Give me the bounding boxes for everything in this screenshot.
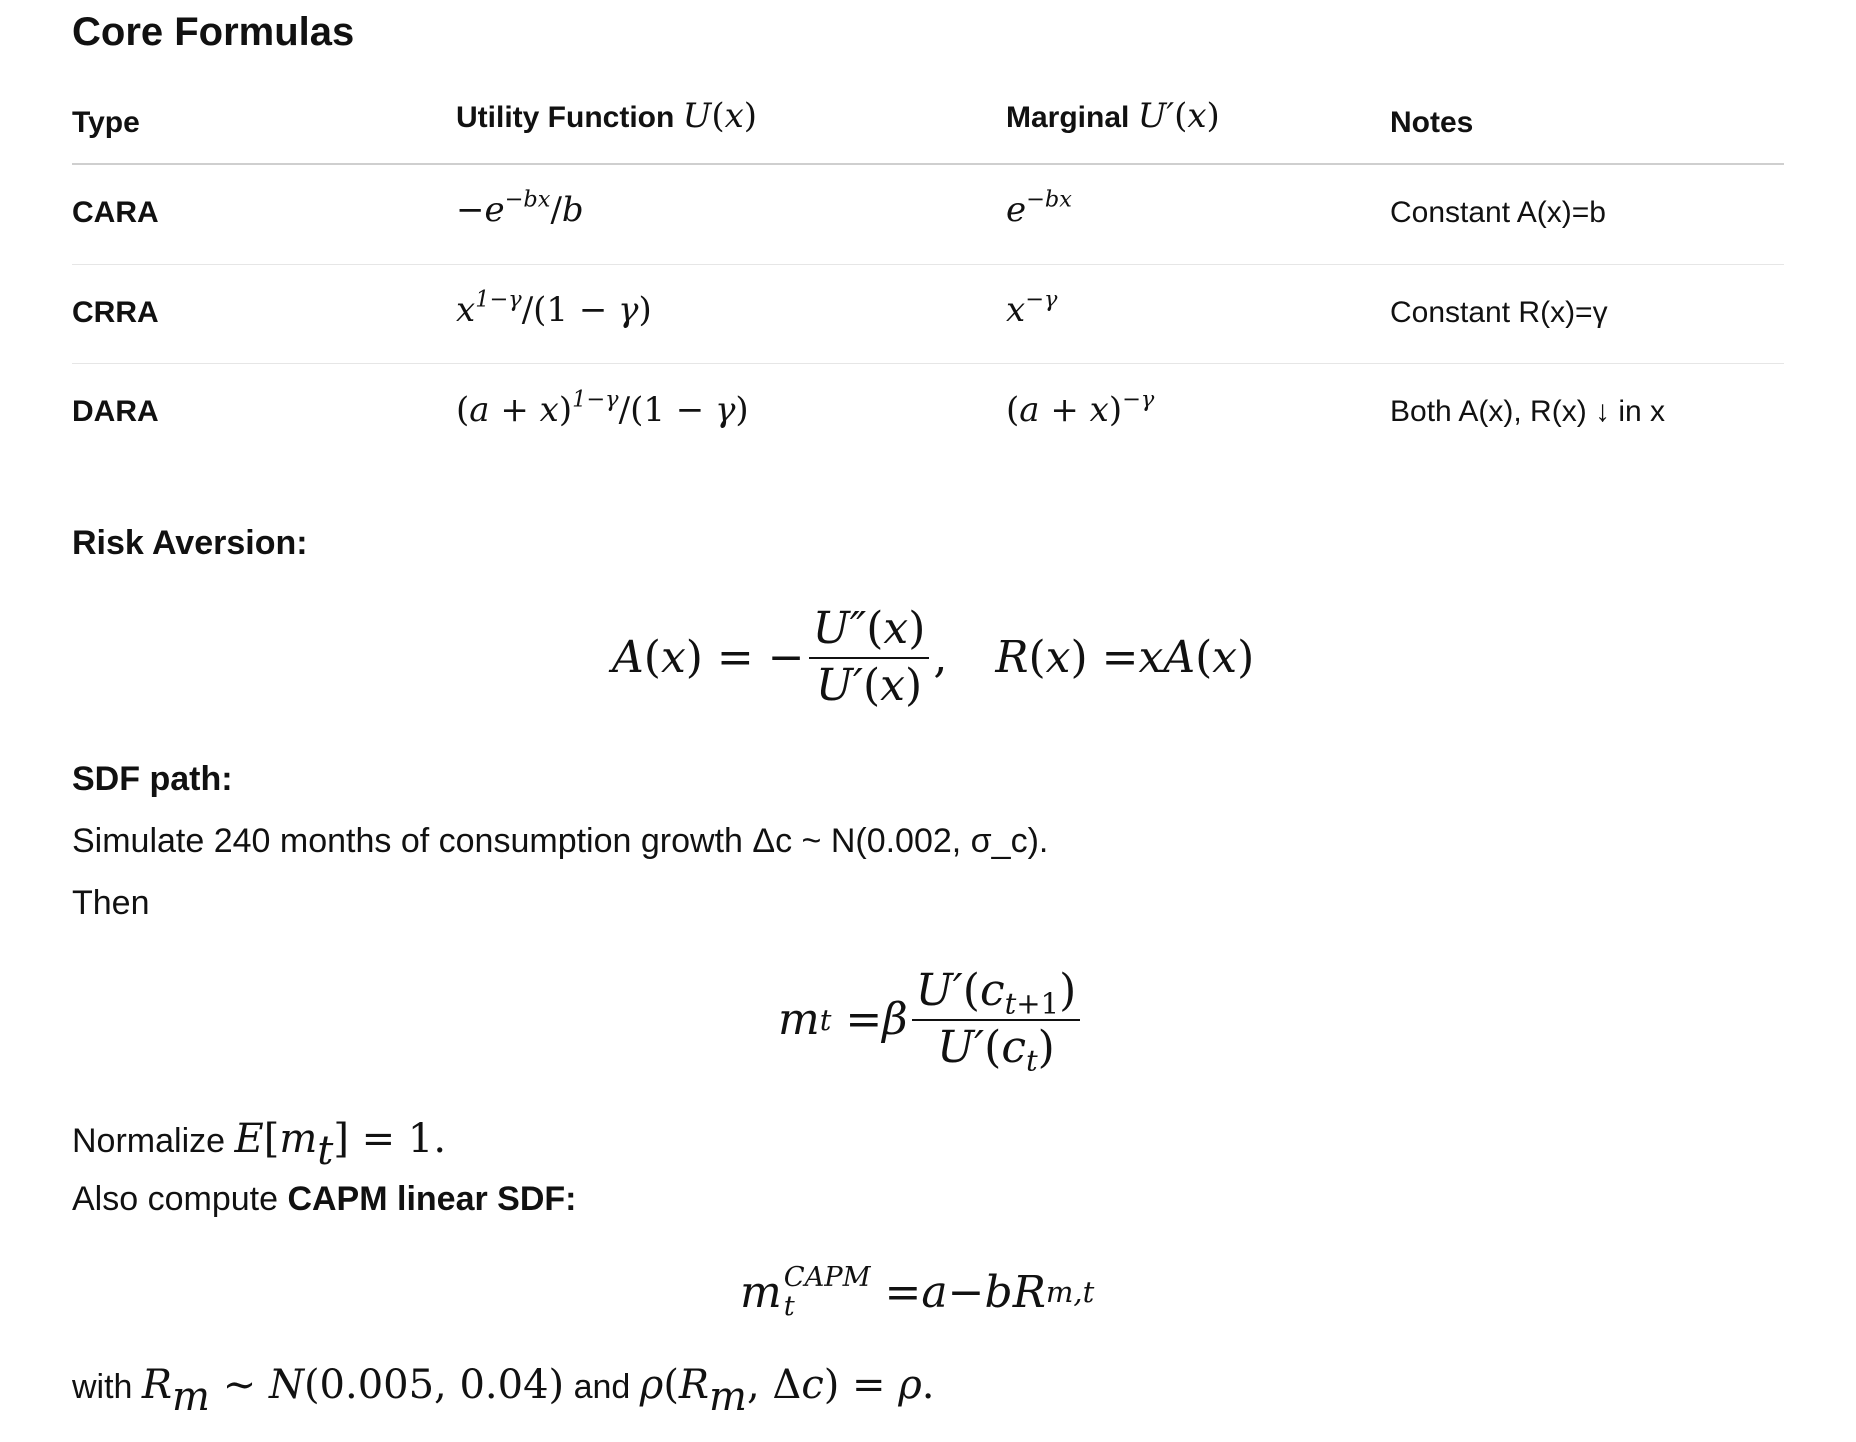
row-type-dara: DARA xyxy=(72,395,159,428)
cara-utility-formula: $-e^{-bx}/b$ xyxy=(456,186,584,230)
risk-aversion-label: Risk Aversion: xyxy=(72,524,308,562)
cara-marginal-formula: $e^{-bx}$ xyxy=(1006,186,1072,230)
with-line: with $R_m$ ∼ N(0.005, 0.04) and $\rho(R_m$, Δc) = ρ. xyxy=(72,1362,935,1420)
dara-marginal-formula: $(a + x)^{-\gamma}$ xyxy=(1006,386,1155,430)
header-utility: Utility Function U(x) xyxy=(456,96,758,136)
page-title: Core Formulas xyxy=(72,10,355,54)
header-marginal: Marginal U′(x) xyxy=(1006,96,1220,136)
sdf-simulate-text: Simulate 240 months of consumption growth Δc ~ N(0.002, σ_c). xyxy=(72,822,1049,860)
sdf-fraction: $\frac{U'(c_{t+1})}{U'(c_t)}$ xyxy=(912,966,1081,1073)
crra-marginal-formula: $x^{-\gamma}$ xyxy=(1006,286,1058,330)
sdf-then-text: Then xyxy=(72,884,150,922)
table-row-rule xyxy=(72,264,1784,265)
header-type: Type xyxy=(72,106,140,139)
risk-aversion-equation: A ( x ) = − $\frac{U''(x)}{U'(x)}$ , R ( x ) = xA ( x ) xyxy=(612,603,1255,711)
header-utility-math: U xyxy=(682,96,712,136)
table-header-rule xyxy=(72,163,1784,165)
dara-utility-formula: $(a + x)^{1-\gamma}/(1 - \gamma)$ xyxy=(456,386,749,430)
sdf-equation: m t = β $\frac{U'(c_{t+1})}{U'(c_t)}$ xyxy=(778,966,1084,1073)
header-marginal-math: U′ xyxy=(1137,96,1175,136)
normalize-line: Normalize $E[m_t] = 1$. xyxy=(72,1116,447,1174)
row-type-crra: CRRA xyxy=(72,296,159,329)
risk-aversion-fraction: $\frac{U''(x)}{U'(x)}$ xyxy=(809,604,930,711)
row-note-dara: Both A(x), R(x) ↓ in x xyxy=(1390,395,1666,428)
row-note-crra: Constant R(x)=γ xyxy=(1390,296,1608,329)
header-notes: Notes xyxy=(1390,106,1474,139)
crra-utility-formula: $x^{1-\gamma}/(1 - \gamma)$ xyxy=(456,286,652,330)
row-type-cara: CARA xyxy=(72,196,159,229)
also-compute-line: Also compute CAPM linear SDF: xyxy=(72,1180,577,1218)
capm-sdf-equation: m CAPM t = a − bR m,t xyxy=(740,1262,1095,1323)
table-row-rule xyxy=(72,363,1784,364)
row-note-cara: Constant A(x)=b xyxy=(1390,196,1606,229)
sdf-path-label: SDF path: xyxy=(72,760,233,798)
